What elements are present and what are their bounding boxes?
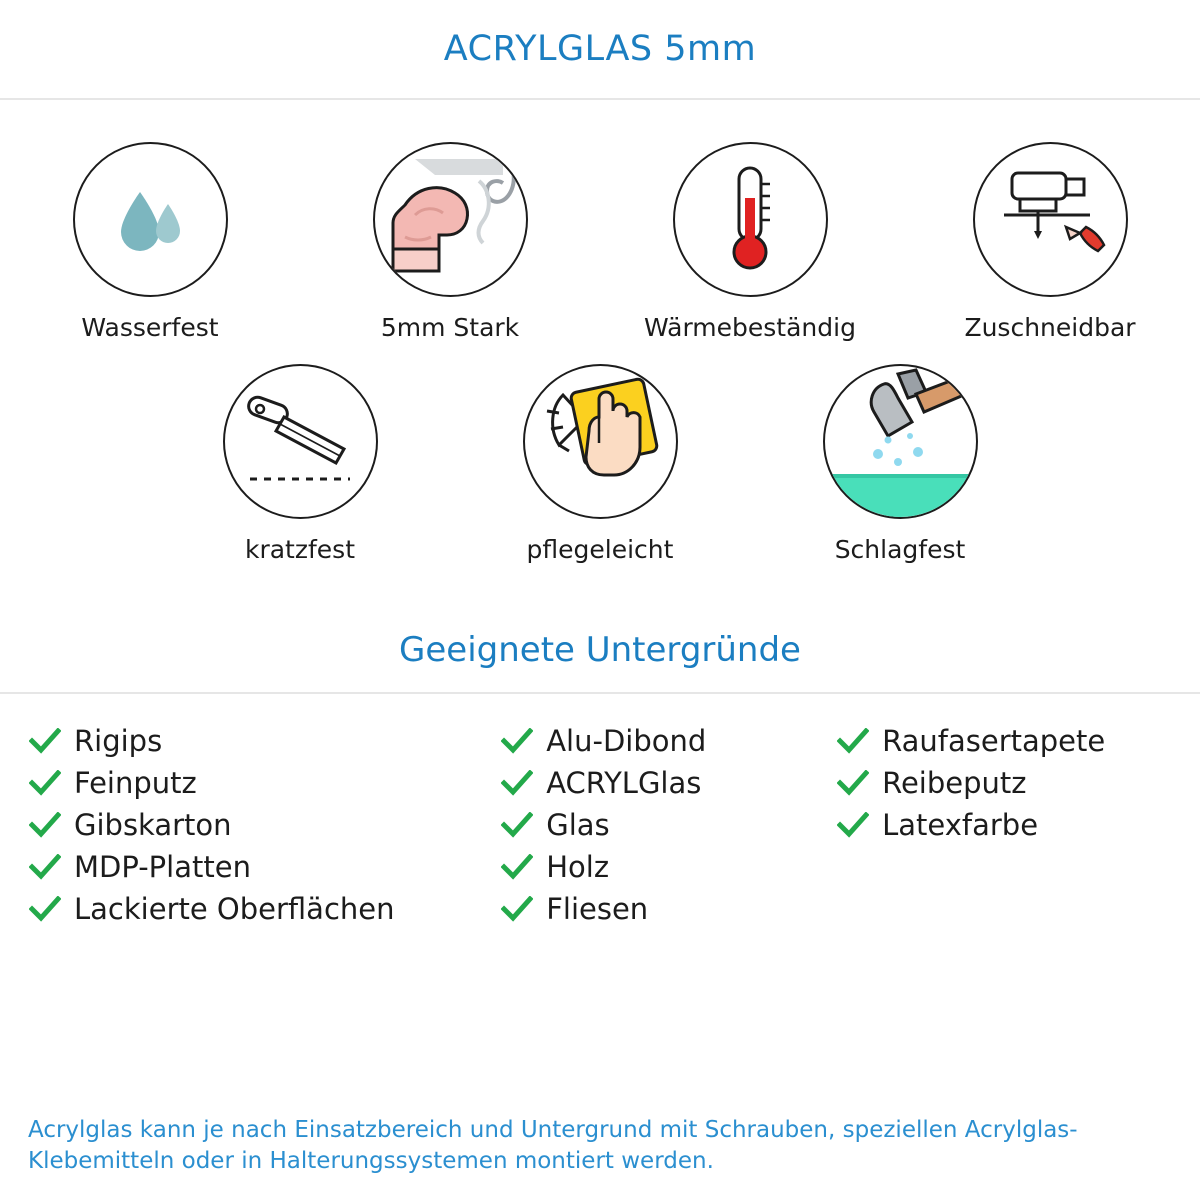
- substrates-lists: [0, 694, 1200, 930]
- check-icon: [28, 896, 62, 922]
- list-item-label: Gibskarton: [74, 808, 232, 842]
- list-item: [28, 888, 500, 930]
- feature-pflegeleicht: [450, 364, 750, 564]
- list-item-label: Raufasertapete: [882, 724, 1106, 758]
- jigsaw-cutter-icon: [990, 165, 1110, 275]
- substrates-heading: Geeignete Untergründe: [399, 630, 801, 670]
- list-item-label: Rigips: [74, 724, 163, 758]
- substrates-heading-bar: [0, 630, 1200, 694]
- strong-arm-icon: [375, 145, 525, 295]
- list-item-label: Alu-Dibond: [546, 724, 707, 758]
- list-item: [500, 762, 836, 804]
- list-item: [836, 804, 1172, 846]
- feature-icon-circle: [73, 142, 228, 297]
- check-icon: [836, 770, 870, 796]
- mounting-footnote: Acrylglas kann je nach Einsatzbereich und Untergrund mit Schrauben, speziellen Acrylglas-Klebemitteln oder in Halterungssystemen montiert werden.: [28, 1116, 1078, 1175]
- saw-blade-icon: [240, 387, 360, 497]
- substrates-column-1: [28, 720, 500, 930]
- check-icon: [28, 812, 62, 838]
- feature-icon-circle: [973, 142, 1128, 297]
- feature-icon-circle: [223, 364, 378, 519]
- page-title: ACRYLGLAS 5mm: [443, 29, 757, 69]
- check-icon: [836, 812, 870, 838]
- list-item-label: MDP-Platten: [74, 850, 251, 884]
- list-item: [28, 804, 500, 846]
- feature-label: 5mm Stark: [380, 313, 520, 342]
- feature-label: kratzfest: [244, 535, 355, 564]
- check-icon: [500, 896, 534, 922]
- list-item: [28, 846, 500, 888]
- substrates-column-3: [836, 720, 1172, 930]
- list-item: [500, 804, 836, 846]
- feature-wasserfest: [0, 142, 300, 342]
- check-icon: [28, 728, 62, 754]
- check-icon: [500, 770, 534, 796]
- feature-zuschneidbar: [900, 142, 1200, 342]
- list-item-label: Reibeputz: [882, 766, 1027, 800]
- feature-label: Schlagfest: [834, 535, 966, 564]
- list-item-label: Fliesen: [546, 892, 649, 926]
- feature-icon-circle: [373, 142, 528, 297]
- list-item: [500, 888, 836, 930]
- feature-row-2: [0, 364, 1200, 564]
- list-item-label: ACRYLGlas: [546, 766, 702, 800]
- feature-grid: [0, 100, 1200, 564]
- check-icon: [500, 812, 534, 838]
- substrates-column-2: [500, 720, 836, 930]
- list-item-label: Glas: [546, 808, 610, 842]
- feature-5mm-stark: [300, 142, 600, 342]
- feature-icon-circle: [523, 364, 678, 519]
- feature-label: Wärmebeständig: [644, 313, 856, 342]
- feature-label: pflegeleicht: [526, 535, 674, 564]
- feature-kratzfest: [150, 364, 450, 564]
- list-item-label: Feinputz: [74, 766, 197, 800]
- water-drops-icon: [104, 174, 196, 266]
- list-item-label: Holz: [546, 850, 610, 884]
- feature-icon-circle: [823, 364, 978, 519]
- check-icon: [28, 770, 62, 796]
- feature-waermebestaendig: [600, 142, 900, 342]
- thermometer-icon: [720, 164, 780, 276]
- list-item: [500, 846, 836, 888]
- check-icon: [500, 854, 534, 880]
- list-item: [836, 762, 1172, 804]
- hammer-impact-icon: [824, 366, 976, 518]
- feature-icon-circle: [673, 142, 828, 297]
- check-icon: [500, 728, 534, 754]
- list-item-label: Latexfarbe: [882, 808, 1039, 842]
- feature-row-1: [0, 142, 1200, 342]
- list-item: [28, 762, 500, 804]
- feature-label: Wasserfest: [81, 313, 219, 342]
- feature-label: Zuschneidbar: [964, 313, 1136, 342]
- list-item: [836, 720, 1172, 762]
- check-icon: [836, 728, 870, 754]
- list-item-label: Lackierte Oberflächen: [74, 892, 395, 926]
- check-icon: [28, 854, 62, 880]
- cleaning-hand-cloth-icon: [525, 367, 675, 517]
- list-item: [28, 720, 500, 762]
- list-item: [500, 720, 836, 762]
- feature-schlagfest: [750, 364, 1050, 564]
- header-bar: [0, 0, 1200, 100]
